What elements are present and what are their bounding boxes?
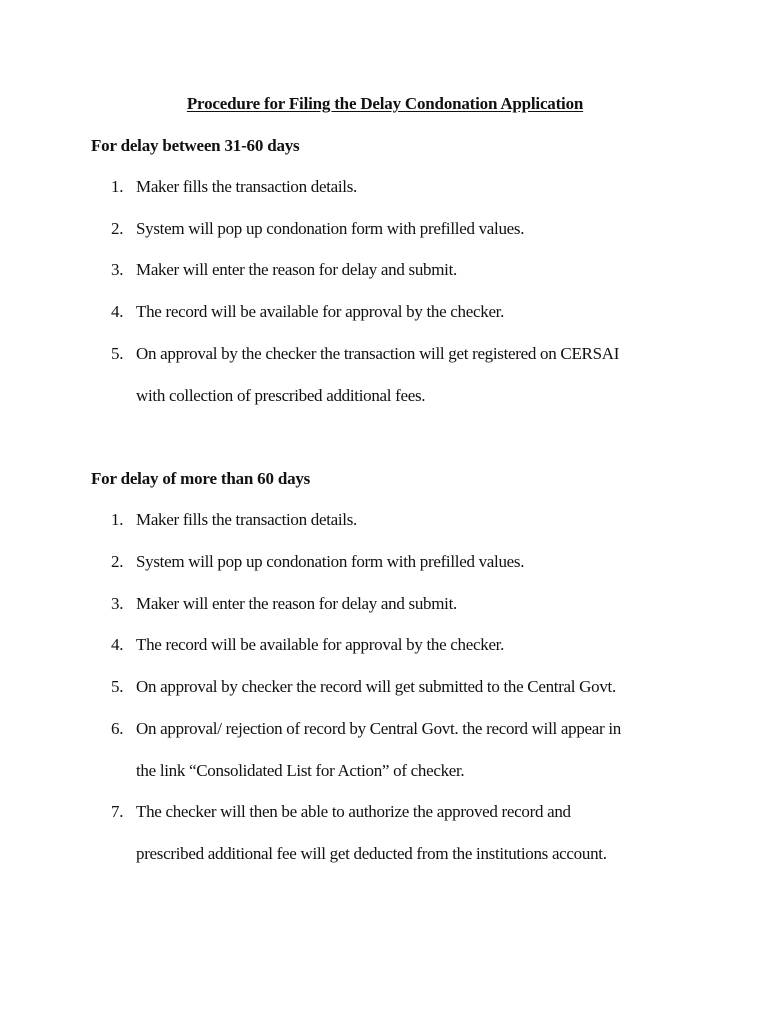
list-item-text: Maker will enter the reason for delay and submit.: [136, 594, 457, 613]
list-item-continuation: prescribed additional fee will get deducted from the institutions account.: [136, 844, 607, 863]
list-item: [111, 218, 524, 240]
list-item: [111, 509, 357, 531]
list-item-number: 1.: [111, 177, 124, 196]
list-item-number: 5.: [111, 344, 124, 363]
list-item: [111, 801, 571, 823]
list-item-number: 4.: [111, 635, 124, 654]
list-item: [111, 718, 621, 740]
list-item-number: 5.: [111, 677, 124, 696]
list-item: [111, 176, 357, 198]
section-heading-31-60-days: For delay between 31-60 days: [91, 136, 300, 155]
list-item-text: Maker will enter the reason for delay and submit.: [136, 260, 457, 279]
list-item-number: 4.: [111, 302, 124, 321]
section-heading-more-than-60-days: For delay of more than 60 days: [91, 469, 311, 488]
list-item-text: Maker fills the transaction details.: [136, 177, 357, 196]
list-item: [111, 343, 619, 365]
list-item-text: Maker fills the transaction details.: [136, 510, 357, 529]
list-item-continuation: with collection of prescribed additional fees.: [136, 386, 426, 405]
list-item-number: 1.: [111, 510, 124, 529]
list-item-number: 7.: [111, 802, 124, 821]
list-item-text: System will pop up condonation form with prefilled values.: [136, 219, 525, 238]
list-item-number: 3.: [111, 594, 124, 613]
list-item-continuation: the link “Consolidated List for Action” of checker.: [136, 761, 465, 780]
list-item-text: On approval by the checker the transaction will get registered on CERSAI: [136, 344, 620, 363]
list-item-number: 6.: [111, 719, 124, 738]
list-item: [111, 551, 524, 573]
list-item-text: System will pop up condonation form with prefilled values.: [136, 552, 525, 571]
list-item: [111, 301, 504, 323]
list-item-text: The record will be available for approval by the checker.: [136, 302, 505, 321]
list-item: [111, 593, 457, 615]
list-item-number: 2.: [111, 552, 124, 571]
list-item-number: 3.: [111, 260, 124, 279]
page-title: Procedure for Filing the Delay Condonation Application: [186, 94, 584, 113]
list-item: [111, 259, 457, 281]
list-item-text: On approval by checker the record will get submitted to the Central Govt.: [136, 677, 616, 696]
list-item: [111, 634, 504, 656]
list-item-number: 2.: [111, 219, 124, 238]
list-item-text: The record will be available for approval by the checker.: [136, 635, 505, 654]
list-item-text: The checker will then be able to authorize the approved record and: [136, 802, 571, 821]
list-item-text: On approval/ rejection of record by Central Govt. the record will appear in: [136, 719, 621, 738]
list-item: [111, 676, 616, 698]
